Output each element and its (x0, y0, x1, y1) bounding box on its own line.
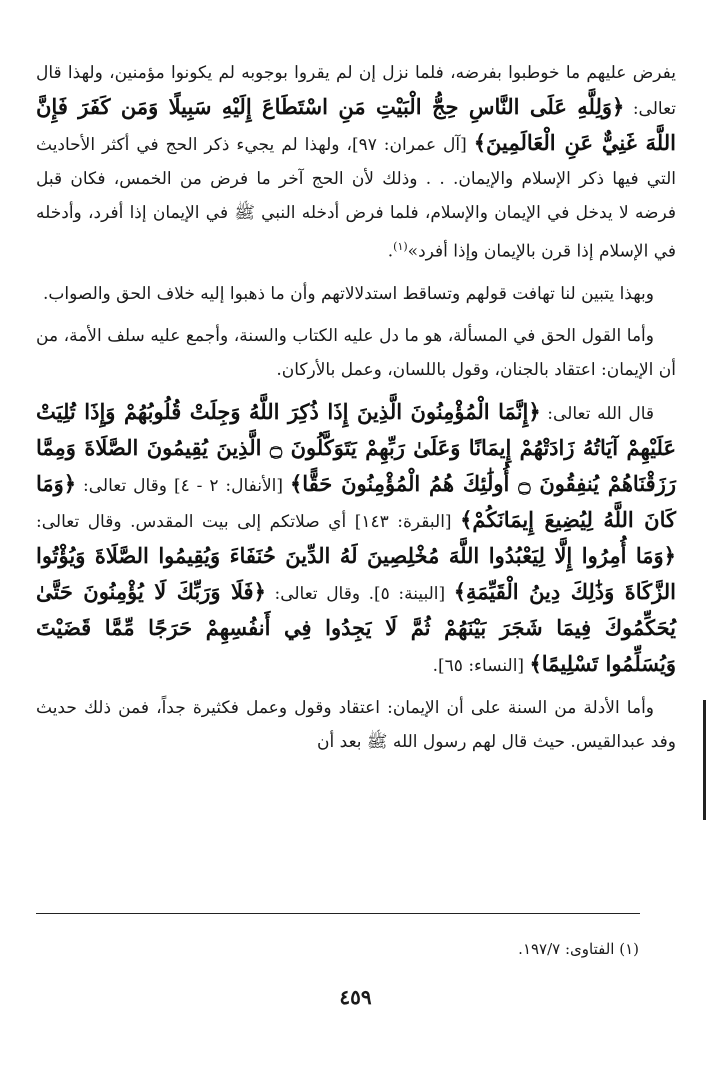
body-text: [آل عمران: ٩٧]، ولهذا لم يجيء ذكر الحج في أكثر الأحاديث التي فيها ذكر الإسلام والإيمان. . . وذلك لأن الحج آخر ما فرض من الخمس، فكان قبل فرضه لا يدخل في الإيمان والإسلام، فلما فرض أدخله النبي ﷺ في الإيمان إذا أفرد، وأدخله في الإسلام إذا قرن بالإيمان وإذا أفرد» (36, 135, 676, 262)
quran-verse: ﴿وَلِلَّهِ عَلَى النَّاسِ حِجُّ الْبَيْتِ مَنِ اسْتَطَاعَ إِلَيْهِ سَبِيلًا وَمَن كَفَرَ فَإِنَّ اللَّهَ غَنِيٌّ عَنِ الْعَالَمِينَ﴾ (36, 94, 676, 155)
paragraph-3 (36, 319, 676, 387)
paragraph-4 (36, 395, 676, 683)
quran-verse: ﴿وَمَا أُمِرُوا إِلَّا لِيَعْبُدُوا اللَّهَ مُخْلِصِينَ لَهُ الدِّينَ حُنَفَاءَ وَيُقِيمُوا الصَّلَاةَ وَيُؤْتُوا الزَّكَاةَ وَذَٰلِكَ دِينُ الْقَيِّمَةِ﴾ (36, 542, 676, 604)
body-text: وأما القول الحق في المسألة، هو ما دل عليه الكتاب والسنة، وأجمع عليه سلف الأمة، من أن الإيمان: اعتقاد بالجنان، وقول باللسان، وعمل بالأركان. (36, 325, 676, 380)
footnote-reference: (١) (393, 240, 408, 253)
paragraph-1 (36, 56, 676, 269)
quran-verse: ﴿وَمَا كَانَ اللَّهُ لِيُضِيعَ إِيمَانَكُمْ﴾ (36, 470, 676, 532)
margin-mark (703, 700, 706, 820)
body-text: [النساء: ٦٥]. (432, 655, 530, 676)
paragraph-5 (36, 691, 676, 759)
page-number: ٤٥٩ (339, 985, 372, 1009)
body-text: [البقرة: ١٤٣] أي صلاتكم إلى بيت المقدس. وقال تعالى: (36, 511, 461, 532)
body-text: وأما الأدلة من السنة على أن الإيمان: اعتقاد وقول وعمل فكثيرة جداً، فمن ذلك حديث وفد عبدالقيس. حيث قال لهم رسول الله ﷺ بعد أن (36, 697, 676, 752)
quran-verse: ﴿إِنَّمَا الْمُؤْمِنُونَ الَّذِينَ إِذَا ذُكِرَ اللَّهُ وَجِلَتْ قُلُوبُهُمْ وَإِذَا تُلِيَتْ عَلَيْهِمْ آيَاتُهُ زَادَتْهُمْ إِيمَانًا وَعَلَىٰ رَبِّهِمْ يَتَوَكَّلُونَ ۝ الَّذِينَ يُقِيمُونَ الصَّلَاةَ وَمِمَّا رَزَقْنَاهُمْ يُنفِقُونَ ۝ أُولَٰئِكَ هُمُ الْمُؤْمِنُونَ حَقًّا﴾ (36, 398, 676, 496)
body-text: قال الله تعالى: (540, 403, 655, 424)
footnote: (١) الفتاوى: ١٩٧/٧. (518, 940, 639, 958)
page-body (36, 56, 676, 1046)
quran-verse: ﴿فَلَا وَرَبِّكَ لَا يُؤْمِنُونَ حَتَّىٰ يُحَكِّمُوكَ فِيمَا شَجَرَ بَيْنَهُمْ ثُمَّ لَا يَجِدُوا فِي أَنفُسِهِمْ حَرَجًا مِّمَّا قَضَيْتَ وَيُسَلِّمُوا تَسْلِيمًا﴾ (36, 578, 676, 676)
body-text: يفرض عليهم ما خوطبوا بفرضه، فلما نزل إن لم يقروا بوجوبه لم يكونوا مؤمنين، ولهذا قال تعالى: (36, 63, 677, 119)
body-text: . (387, 241, 394, 262)
footnote-divider (36, 913, 640, 914)
body-text: [البينة: ٥]. وقال تعالى: (265, 583, 454, 604)
paragraph-2 (36, 277, 676, 311)
body-text: وبهذا يتبين لنا تهافت قولهم وتساقط استدلالاتهم وأن ما ذهبوا إليه خلاف الحق والصواب. (43, 283, 654, 304)
body-text: [الأنفال: ٢ - ٤] وقال تعالى: (76, 475, 290, 496)
